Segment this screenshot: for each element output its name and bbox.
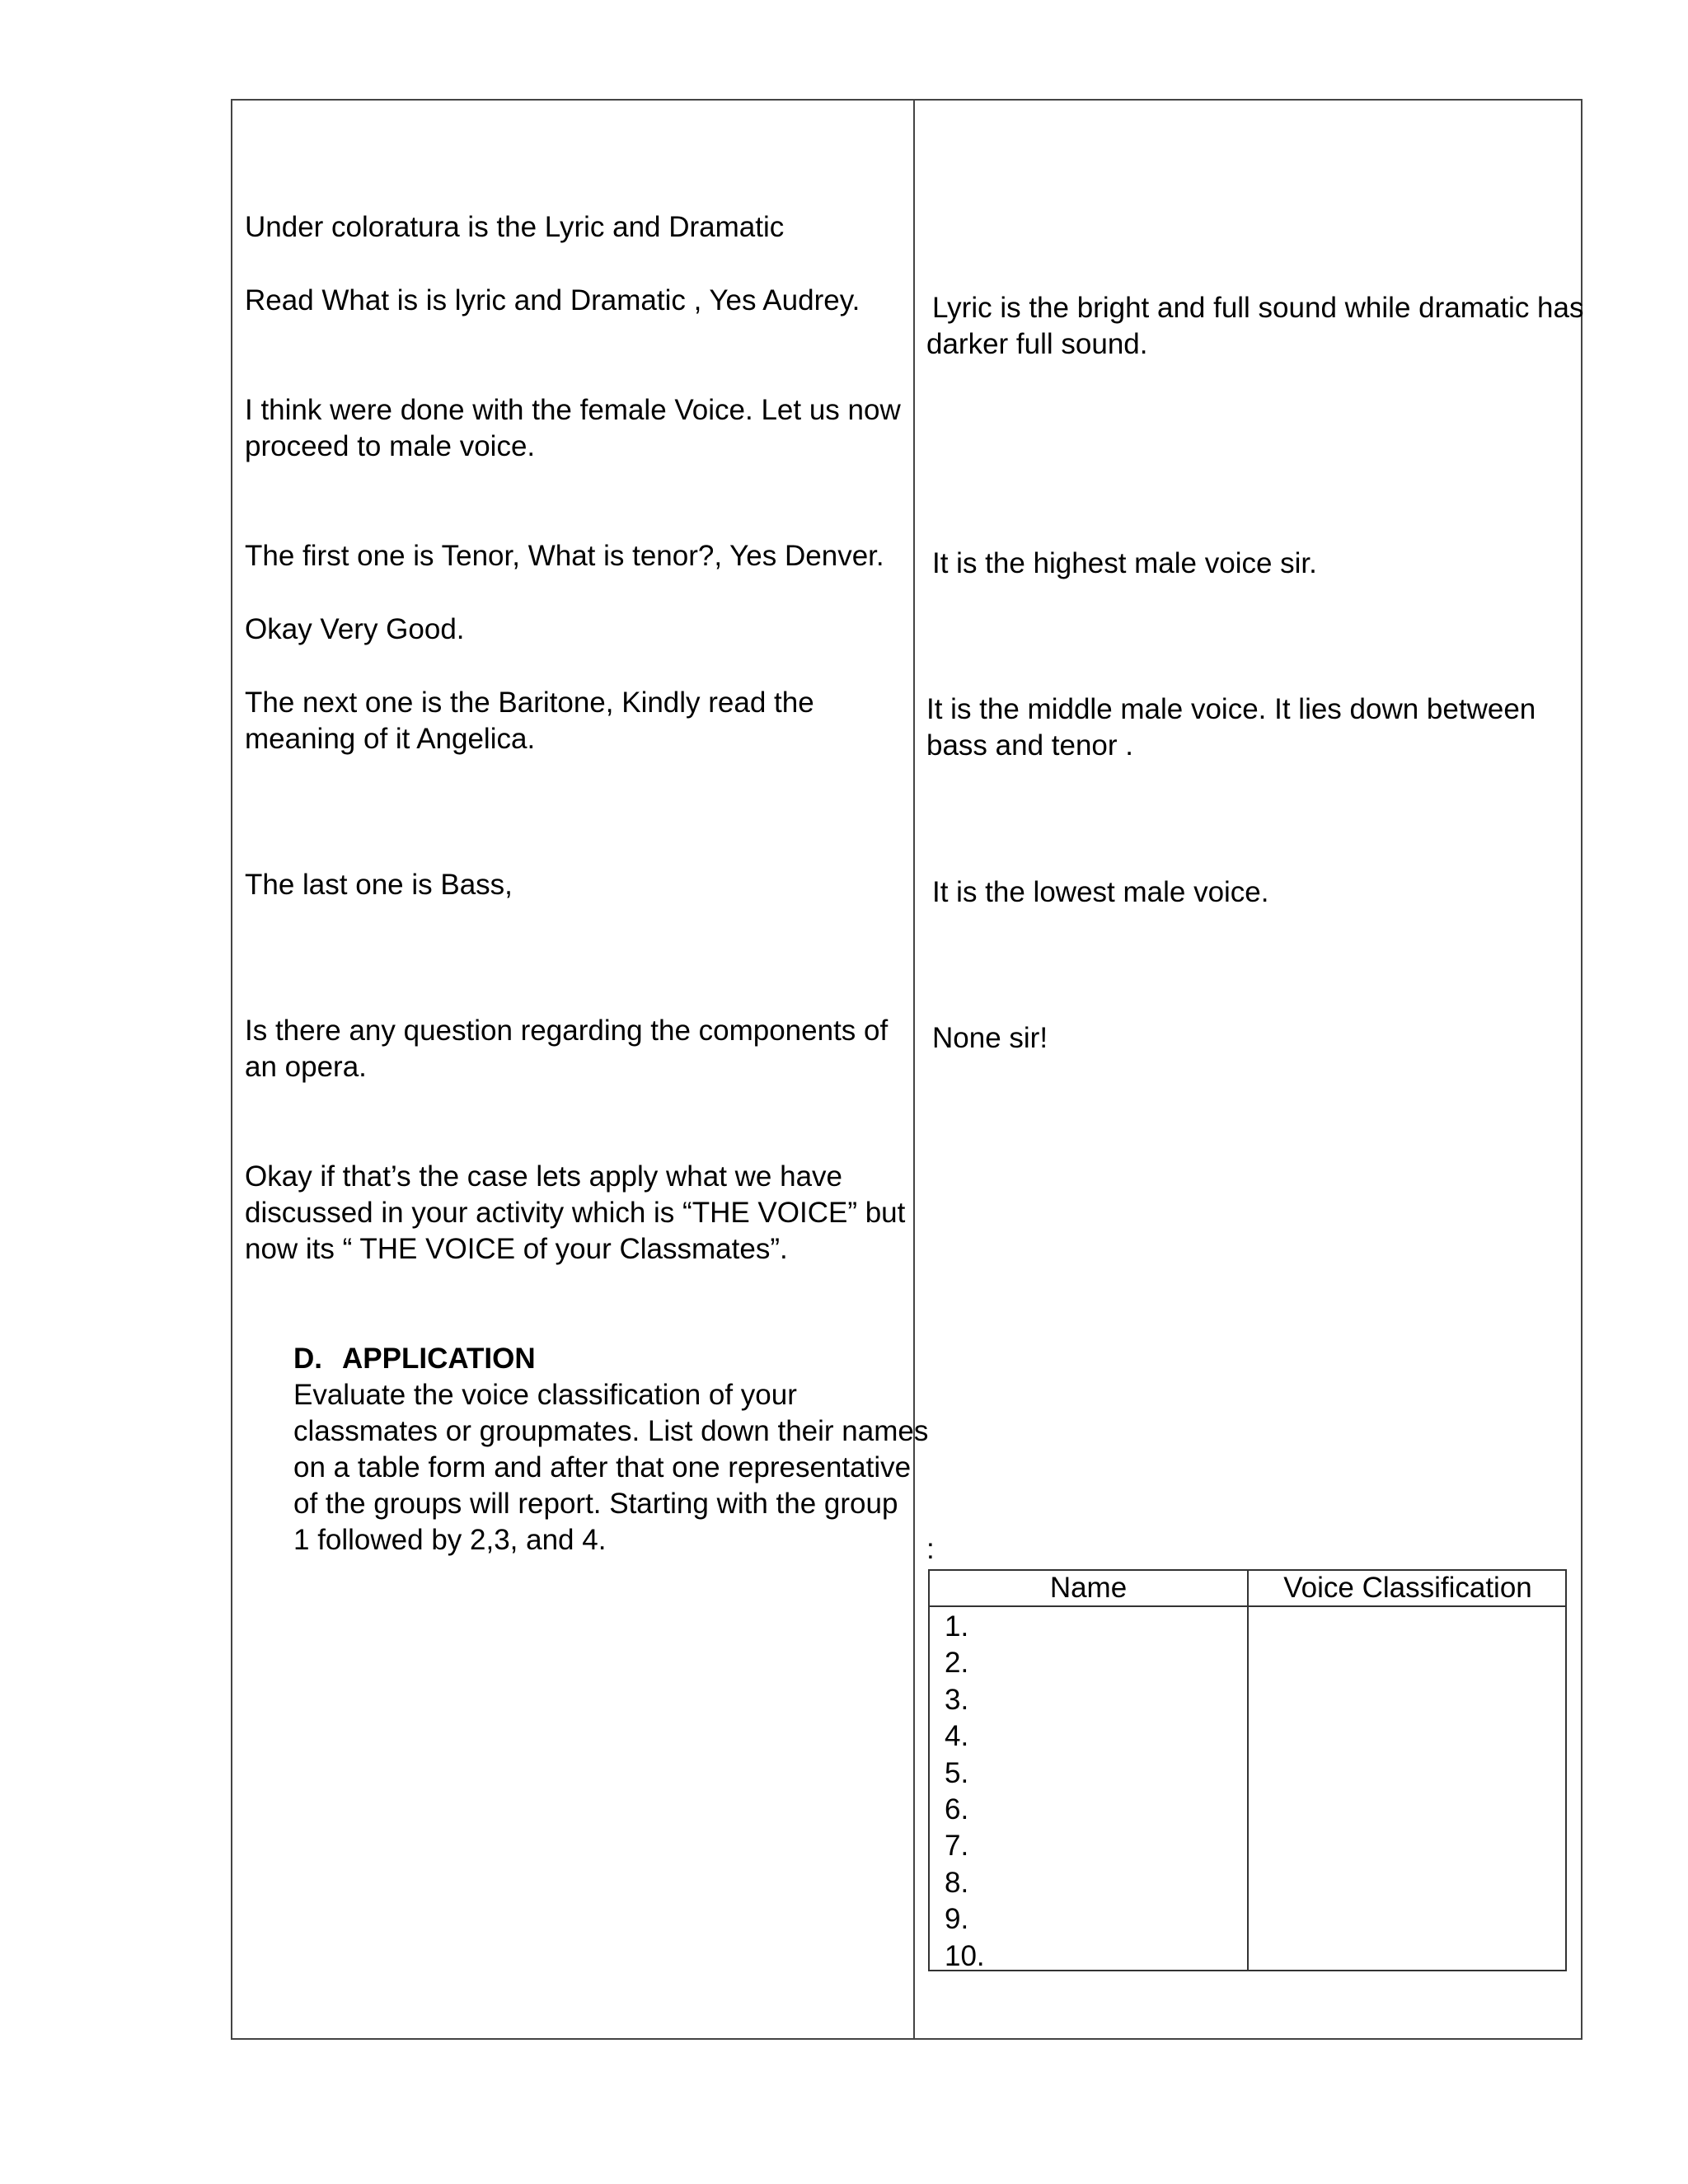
table-row: 6. (945, 1793, 969, 1826)
left-text-female-done-2: proceed to male voice. (245, 430, 536, 462)
right-text-lyric-answer-1: Lyric is the bright and full sound while dramatic has (932, 292, 1584, 324)
application-text-1: Evaluate the voice classification of your (293, 1379, 797, 1411)
right-text-colon: : (926, 1533, 935, 1565)
left-text-apply-1: Okay if that’s the case lets apply what we have (245, 1160, 843, 1193)
right-text-baritone-answer-2: bass and tenor . (926, 729, 1133, 762)
left-text-lyric-question: Read What is is lyric and Dramatic , Yes Audrey. (245, 284, 860, 316)
voice-classification-table (928, 1569, 1567, 1971)
left-text-female-done-1: I think were done with the female Voice. Let us now (245, 394, 901, 426)
table-row: 2. (945, 1647, 969, 1680)
right-text-bass-answer: It is the lowest male voice. (932, 876, 1269, 908)
table-header-name: Name (1049, 1572, 1128, 1604)
left-text-apply-2: discussed in your activity which is “THE VOICE” but (245, 1197, 906, 1229)
left-text-baritone-2: meaning of it Angelica. (245, 723, 536, 755)
left-text-question-2: an opera. (245, 1051, 367, 1083)
table-row: 3. (945, 1683, 969, 1716)
table-row: 5. (945, 1756, 969, 1789)
right-text-none-answer: None sir! (932, 1022, 1048, 1054)
table-row-numbers (945, 1609, 985, 1975)
left-text-baritone-1: The next one is the Baritone, Kindly read the (245, 687, 814, 719)
left-text-tenor-question: The first one is Tenor, What is tenor?, Yes Denver. (245, 540, 884, 572)
application-heading: APPLICATION (342, 1343, 536, 1375)
left-text-coloratura: Under coloratura is the Lyric and Dramatic (245, 211, 785, 243)
table-row: 8. (945, 1866, 969, 1899)
table-column-divider (1247, 1571, 1249, 1970)
right-text-lyric-answer-2: darker full sound. (926, 328, 1148, 360)
left-text-apply-3: now its “ THE VOICE of your Classmates”. (245, 1233, 788, 1265)
left-text-bass: The last one is Bass, (245, 869, 513, 901)
table-row: 9. (945, 1903, 969, 1936)
application-text-4: of the groups will report. Starting with the group (293, 1488, 898, 1520)
right-text-baritone-answer-1: It is the middle male voice. It lies down between (926, 693, 1536, 725)
table-row: 1. (945, 1610, 969, 1643)
right-text-tenor-answer: It is the highest male voice sir. (932, 547, 1317, 579)
left-text-very-good: Okay Very Good. (245, 613, 465, 645)
column-divider (913, 99, 915, 2040)
application-text-3: on a table form and after that one representative (293, 1451, 912, 1483)
table-row: 7. (945, 1830, 969, 1863)
application-letter: D. (293, 1343, 322, 1375)
table-row: 10. (945, 1939, 985, 1972)
table-header-voice-classification: Voice Classification (1283, 1572, 1532, 1604)
table-row: 4. (945, 1720, 969, 1753)
application-text-5: 1 followed by 2,3, and 4. (293, 1524, 607, 1556)
application-text-2: classmates or groupmates. List down their names (293, 1415, 929, 1447)
left-text-question-1: Is there any question regarding the components of (245, 1015, 889, 1047)
